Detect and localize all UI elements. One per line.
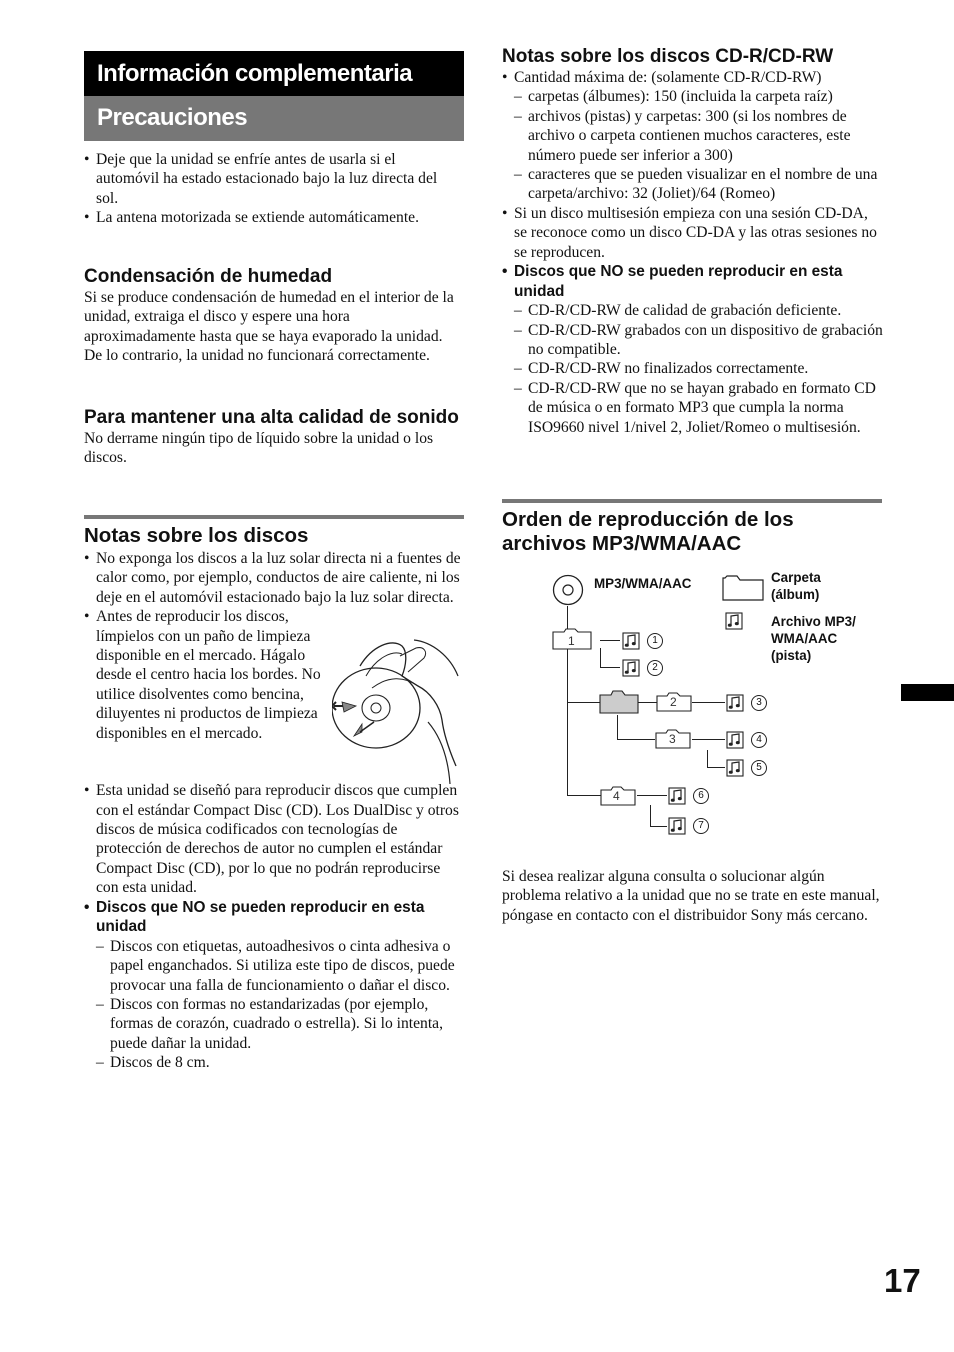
list-item: – CD-R/CD-RW de calidad de grabación deficiente.: [502, 301, 884, 320]
list-item: – Discos con etiquetas, autoadhesivos o cinta adhesiva o papel enganchados. Si utiliza este tipo de discos, puede provocar una falla de funcionamiento o dañar el disco.: [84, 937, 464, 995]
folder-number: 2: [670, 695, 677, 709]
disc-notes-heading: Notas sobre los discos: [84, 524, 309, 547]
list-item: – carpetas (álbumes): 150 (incluida la carpeta raíz): [502, 87, 884, 106]
folder-number: 3: [669, 732, 676, 746]
condensation-heading: Condensación de humedad: [84, 266, 333, 287]
track-number: 3: [751, 695, 767, 711]
folder-number: 1: [568, 634, 575, 648]
cdr-notes-list-2: [502, 204, 884, 301]
playback-order-section: [502, 508, 882, 556]
track-number: 7: [693, 818, 709, 834]
disc-notes-section: [84, 524, 464, 1073]
list-item: • Cantidad máxima de: (solamente CD-R/CD-RW): [502, 68, 884, 87]
cdr-notes-sublist: [502, 87, 884, 203]
track-number: 2: [647, 660, 663, 676]
folder-icon: [722, 573, 764, 601]
music-file-icon: [668, 787, 686, 805]
sound-quality-heading: Para mantener una alta calidad de sonido: [84, 407, 459, 428]
playback-order-heading: Orden de reproducción de los archivos MP3/WMA/AAC: [502, 508, 794, 555]
list-item: • Deje que la unidad se enfríe antes de usarla si el automóvil ha estado estacionado bajo la luz directa del sol.: [84, 150, 454, 208]
section-title: Precauciones: [84, 96, 464, 141]
legend-folder-label: Carpeta (álbum): [771, 570, 821, 602]
playback-order-diagram: [502, 560, 884, 850]
section-divider: [84, 515, 464, 519]
disc-notes-sublist: [84, 937, 464, 1073]
track-number: 5: [751, 760, 767, 776]
music-file-icon: [725, 612, 743, 630]
precautions-list: [84, 150, 454, 228]
disc-label: MP3/WMA/AAC: [594, 576, 692, 591]
list-item: • La antena motorizada se extiende automáticamente.: [84, 208, 454, 227]
cdr-notes-list: [502, 68, 884, 87]
page-number: 17: [884, 1262, 921, 1299]
list-item-bold: • Discos que NO se pueden reproducir en esta unidad: [502, 262, 884, 301]
section-divider: [502, 499, 882, 503]
list-item: • Antes de reproducir los discos, límpielos con un paño de limpieza disponible en el mercado. Hágalo desde el centro hacia los bordes. No utilice disolventes como bencina, diluyentes ni productos de limpieza disponibles en el mercado.: [84, 607, 464, 781]
list-item: – Discos de 8 cm.: [84, 1053, 464, 1072]
music-file-icon: [622, 632, 640, 650]
list-item: • No exponga los discos a la luz solar directa ni a fuentes de calor como, por ejemplo, conductos de aire caliente, ni los deje en el automóvil estacionado bajo la luz solar directa.: [84, 549, 464, 607]
music-file-icon: [668, 817, 686, 835]
list-item: – Discos con formas no estandarizadas (por ejemplo, formas de corazón, cuadrado o estrella). Si lo intenta, puede dañar la unidad.: [84, 995, 464, 1053]
side-tab-marker: [901, 684, 954, 701]
sound-quality-section: [84, 407, 464, 468]
music-file-icon: [726, 759, 744, 777]
music-file-icon: [622, 659, 640, 677]
legend-file-label: Archivo MP3/ WMA/AAC (pista): [771, 614, 856, 663]
condensation-section: [84, 266, 464, 366]
folder-number: 4: [613, 789, 620, 803]
list-item: – archivos (pistas) y carpetas: 300 (si los nombres de archivo o carpeta contienen muchos caracteres, este número puede ser inferior a 300): [502, 107, 884, 165]
track-number: 4: [751, 732, 767, 748]
list-item: – CD-R/CD-RW no finalizados correctamente.: [502, 359, 884, 378]
list-item: • Esta unidad se diseñó para reproducir discos que cumplen con el estándar Compact Disc (CD). Los DualDisc y otros discos de música codificados con tecnologías de protección de derechos de autor no cumplen el estándar Compact Disc (CD), por lo que no podrán reproducirse con esta unidad.: [84, 781, 464, 897]
cdr-notes-section: [502, 46, 884, 437]
music-file-icon: [726, 731, 744, 749]
list-item: – caracteres que se pueden visualizar en el nombre de una carpeta/archivo: 32 (Joliet)/64 (Romeo): [502, 165, 884, 204]
music-file-icon: [726, 694, 744, 712]
track-number: 1: [647, 633, 663, 649]
cdr-notes-sublist-2: [502, 301, 884, 437]
list-item: • Si un disco multisesión empieza con una sesión CD-DA, se reconoce como un disco CD-DA y las otras sesiones no se reproducen.: [502, 204, 884, 262]
contact-text: Si desea realizar alguna consulta o solucionar algún problema relativo a la unidad que no se trate en este manual, póngase en contacto con el distribuidor Sony más cercano.: [502, 868, 880, 924]
cdr-notes-heading: Notas sobre los discos CD-R/CD-RW: [502, 46, 834, 67]
list-item-bold: • Discos que NO se pueden reproducir en esta unidad: [84, 898, 464, 937]
list-item: – CD-R/CD-RW grabados con un dispositivo de grabación no compatible.: [502, 321, 884, 360]
page-title: Información complementaria: [84, 51, 464, 96]
folder-icon: [599, 690, 639, 714]
list-item: – CD-R/CD-RW que no se hayan grabado en formato CD de música o en formato MP3 que cumpla la norma ISO9660 nivel 1/nivel 2, Joliet/Romeo o multisesión.: [502, 379, 884, 437]
sound-quality-text: No derrame ningún tipo de líquido sobre la unidad o los discos.: [84, 430, 434, 467]
track-number: 6: [693, 788, 709, 804]
cd-icon: [552, 574, 584, 606]
disc-cleaning-illustration: [332, 636, 462, 786]
section-header: [84, 51, 464, 141]
condensation-text: Si se produce condensación de humedad en el interior de la unidad, extraiga el disco y espere una hora aproximadamente hasta que se haya evaporado la unidad. De lo contrario, la unidad no funcionará correctamente.: [84, 289, 454, 365]
